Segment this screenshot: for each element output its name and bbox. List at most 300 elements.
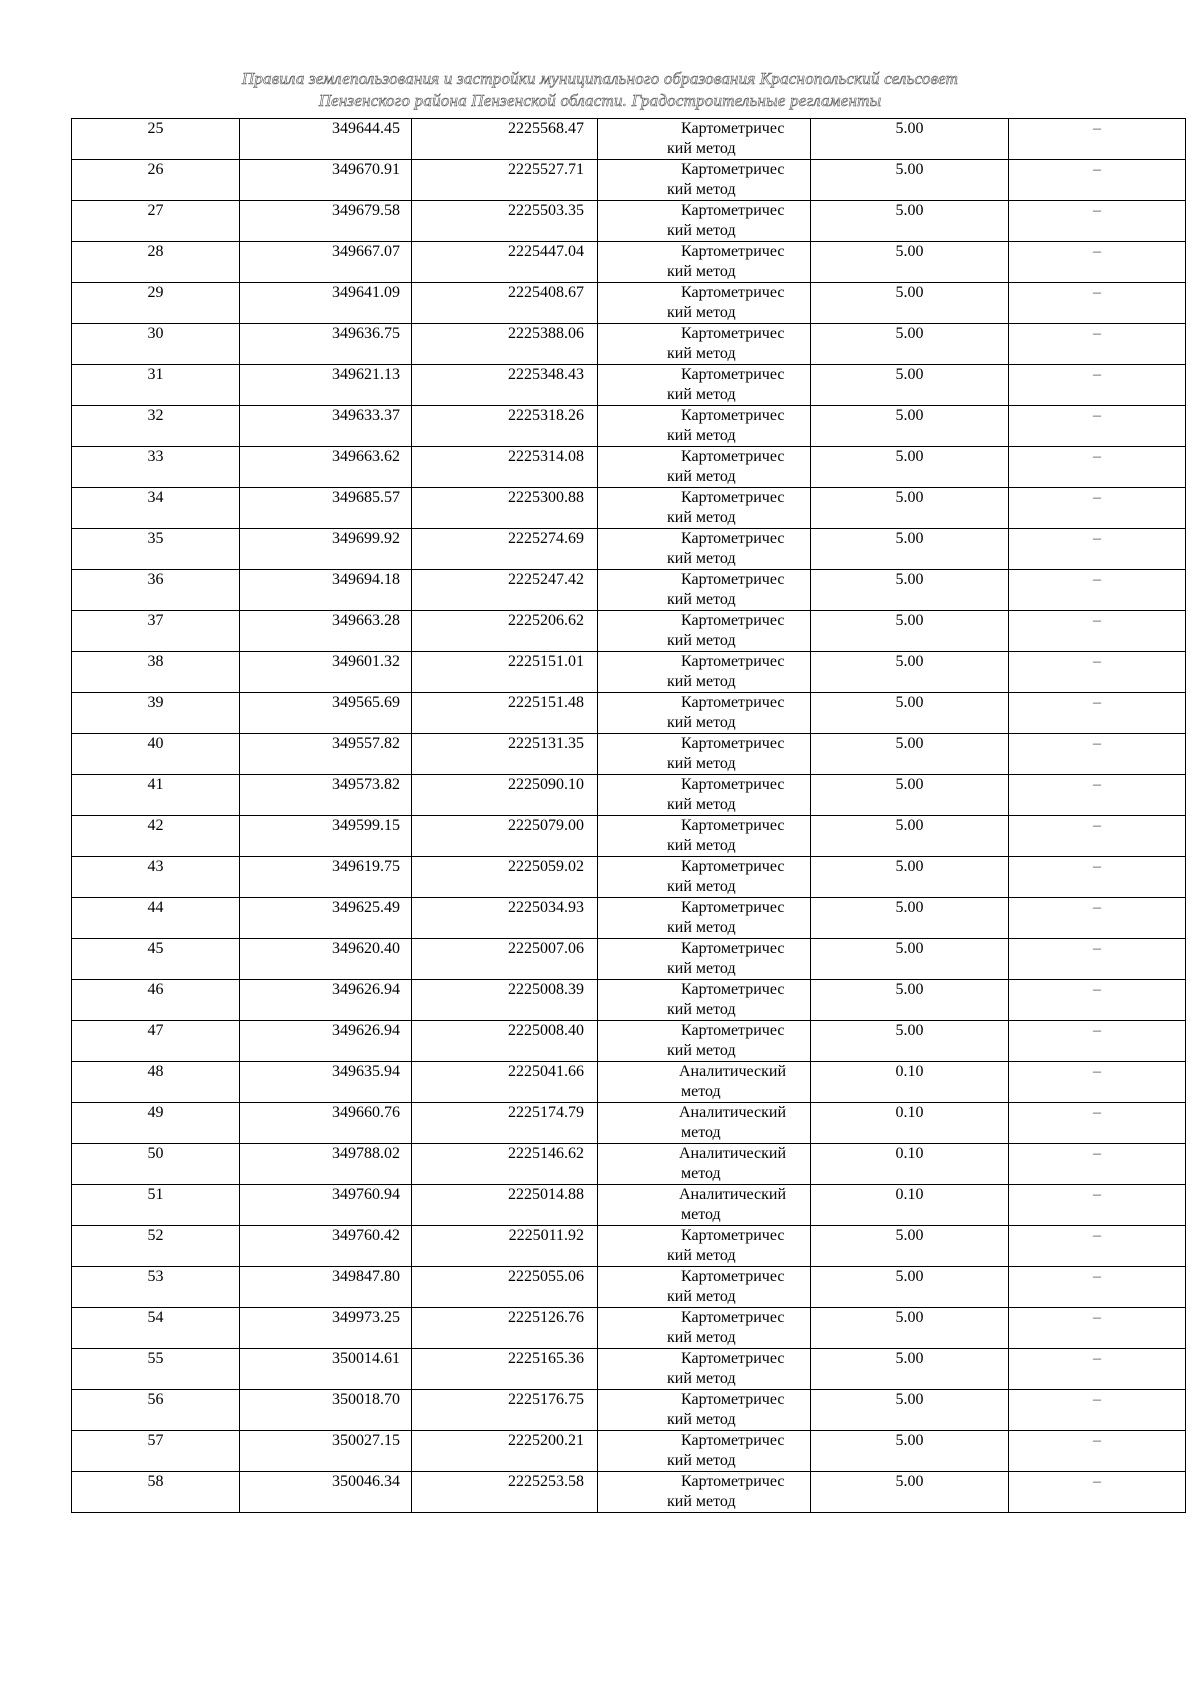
y-coordinate-cell: 2225503.35 bbox=[412, 201, 598, 242]
point-number-cell: 35 bbox=[72, 529, 240, 570]
precision-cell: 5.00 bbox=[811, 488, 1009, 529]
table-row bbox=[72, 1021, 1186, 1062]
point-number-cell: 56 bbox=[72, 1390, 240, 1431]
method-line-1: Картометричес bbox=[681, 571, 785, 588]
table-row bbox=[72, 283, 1186, 324]
precision-cell: 5.00 bbox=[811, 693, 1009, 734]
y-coordinate-cell: 2225527.71 bbox=[412, 160, 598, 201]
method-line-1: Картометричес bbox=[681, 1309, 785, 1326]
y-coordinate-cell: 2225059.02 bbox=[412, 857, 598, 898]
y-coordinate-cell: 2225079.00 bbox=[412, 816, 598, 857]
table-row bbox=[72, 611, 1186, 652]
method-line-2: метод bbox=[681, 1083, 721, 1100]
description-cell: – bbox=[1009, 1349, 1186, 1390]
table-row bbox=[72, 242, 1186, 283]
table-row bbox=[72, 980, 1186, 1021]
description-cell: – bbox=[1009, 1226, 1186, 1267]
point-number-cell: 57 bbox=[72, 1431, 240, 1472]
precision-cell: 0.10 bbox=[811, 1144, 1009, 1185]
method-cell bbox=[598, 283, 811, 324]
precision-cell: 5.00 bbox=[811, 775, 1009, 816]
method-line-1: Картометричес bbox=[681, 940, 785, 957]
y-coordinate-cell: 2225041.66 bbox=[412, 1062, 598, 1103]
method-line-1: Картометричес bbox=[681, 899, 785, 916]
method-line-2: кий метод bbox=[667, 1370, 736, 1387]
point-number-cell: 55 bbox=[72, 1349, 240, 1390]
x-coordinate-cell: 349635.94 bbox=[240, 1062, 412, 1103]
method-line-1: Картометричес bbox=[681, 120, 785, 137]
precision-cell: 5.00 bbox=[811, 816, 1009, 857]
point-number-cell: 50 bbox=[72, 1144, 240, 1185]
description-cell: – bbox=[1009, 693, 1186, 734]
method-line-1: Картометричес bbox=[681, 1268, 785, 1285]
y-coordinate-cell: 2225318.26 bbox=[412, 406, 598, 447]
method-line-1: Аналитический bbox=[679, 1104, 787, 1121]
x-coordinate-cell: 349636.75 bbox=[240, 324, 412, 365]
precision-cell: 5.00 bbox=[811, 529, 1009, 570]
description-cell: – bbox=[1009, 119, 1186, 160]
y-coordinate-cell: 2225151.48 bbox=[412, 693, 598, 734]
description-cell: – bbox=[1009, 1472, 1186, 1513]
method-line-2: кий метод bbox=[667, 140, 736, 157]
table-row bbox=[72, 857, 1186, 898]
precision-cell: 5.00 bbox=[811, 980, 1009, 1021]
y-coordinate-cell: 2225176.75 bbox=[412, 1390, 598, 1431]
table-row bbox=[72, 1431, 1186, 1472]
y-coordinate-cell: 2225568.47 bbox=[412, 119, 598, 160]
point-number-cell: 33 bbox=[72, 447, 240, 488]
method-line-2: кий метод bbox=[667, 1042, 736, 1059]
method-cell bbox=[598, 1349, 811, 1390]
method-line-2: кий метод bbox=[667, 345, 736, 362]
method-line-1: Картометричес bbox=[681, 612, 785, 629]
method-line-2: кий метод bbox=[667, 837, 736, 854]
method-cell bbox=[598, 406, 811, 447]
point-number-cell: 27 bbox=[72, 201, 240, 242]
method-cell bbox=[598, 324, 811, 365]
x-coordinate-cell: 349557.82 bbox=[240, 734, 412, 775]
method-line-2: кий метод bbox=[667, 1452, 736, 1469]
method-cell bbox=[598, 529, 811, 570]
x-coordinate-cell: 349685.57 bbox=[240, 488, 412, 529]
precision-cell: 5.00 bbox=[811, 324, 1009, 365]
precision-cell: 5.00 bbox=[811, 1226, 1009, 1267]
method-line-2: кий метод bbox=[667, 509, 736, 526]
y-coordinate-cell: 2225388.06 bbox=[412, 324, 598, 365]
method-line-1: Картометричес bbox=[681, 407, 785, 424]
point-number-cell: 41 bbox=[72, 775, 240, 816]
precision-cell: 0.10 bbox=[811, 1062, 1009, 1103]
precision-cell: 5.00 bbox=[811, 734, 1009, 775]
x-coordinate-cell: 349621.13 bbox=[240, 365, 412, 406]
description-cell: – bbox=[1009, 611, 1186, 652]
x-coordinate-cell: 349760.42 bbox=[240, 1226, 412, 1267]
description-cell: – bbox=[1009, 488, 1186, 529]
method-line-1: Аналитический bbox=[679, 1145, 787, 1162]
method-line-2: кий метод bbox=[667, 878, 736, 895]
header-line-1: Правила землепользования и застройки муниципального образования Краснопольский сельсовет bbox=[241, 69, 959, 88]
method-line-2: кий метод bbox=[667, 755, 736, 772]
method-line-1: Картометричес bbox=[681, 735, 785, 752]
header-line-2: Пензенского района Пензенской области. Градостроительные регламенты bbox=[318, 91, 882, 110]
method-cell bbox=[598, 1472, 811, 1513]
point-number-cell: 38 bbox=[72, 652, 240, 693]
point-number-cell: 43 bbox=[72, 857, 240, 898]
description-cell: – bbox=[1009, 201, 1186, 242]
x-coordinate-cell: 349641.09 bbox=[240, 283, 412, 324]
x-coordinate-cell: 349663.62 bbox=[240, 447, 412, 488]
method-line-2: метод bbox=[681, 1124, 721, 1141]
table-row bbox=[72, 406, 1186, 447]
point-number-cell: 37 bbox=[72, 611, 240, 652]
y-coordinate-cell: 2225447.04 bbox=[412, 242, 598, 283]
method-line-2: кий метод bbox=[667, 591, 736, 608]
x-coordinate-cell: 349619.75 bbox=[240, 857, 412, 898]
method-line-2: кий метод bbox=[667, 1288, 736, 1305]
table-row bbox=[72, 324, 1186, 365]
precision-cell: 5.00 bbox=[811, 939, 1009, 980]
precision-cell: 5.00 bbox=[811, 406, 1009, 447]
table-row bbox=[72, 201, 1186, 242]
method-line-2: кий метод bbox=[667, 1411, 736, 1428]
method-line-1: Картометричес bbox=[681, 325, 785, 342]
table-row bbox=[72, 1185, 1186, 1226]
method-line-2: кий метод bbox=[667, 960, 736, 977]
method-line-1: Аналитический bbox=[679, 1186, 787, 1203]
method-line-1: Картометричес bbox=[681, 284, 785, 301]
page-header bbox=[0, 68, 1200, 112]
table-row bbox=[72, 693, 1186, 734]
method-cell bbox=[598, 1308, 811, 1349]
method-cell bbox=[598, 1062, 811, 1103]
method-cell bbox=[598, 1226, 811, 1267]
x-coordinate-cell: 349847.80 bbox=[240, 1267, 412, 1308]
description-cell: – bbox=[1009, 939, 1186, 980]
table-row bbox=[72, 488, 1186, 529]
precision-cell: 5.00 bbox=[811, 1308, 1009, 1349]
description-cell: – bbox=[1009, 652, 1186, 693]
point-number-cell: 54 bbox=[72, 1308, 240, 1349]
description-cell: – bbox=[1009, 447, 1186, 488]
point-number-cell: 32 bbox=[72, 406, 240, 447]
x-coordinate-cell: 349565.69 bbox=[240, 693, 412, 734]
method-line-1: Картометричес bbox=[681, 858, 785, 875]
method-cell bbox=[598, 857, 811, 898]
method-cell bbox=[598, 816, 811, 857]
y-coordinate-cell: 2225165.36 bbox=[412, 1349, 598, 1390]
method-line-1: Картометричес bbox=[681, 202, 785, 219]
y-coordinate-cell: 2225274.69 bbox=[412, 529, 598, 570]
method-cell bbox=[598, 1185, 811, 1226]
precision-cell: 5.00 bbox=[811, 898, 1009, 939]
x-coordinate-cell: 349620.40 bbox=[240, 939, 412, 980]
coordinates-table-body bbox=[72, 119, 1186, 1513]
description-cell: – bbox=[1009, 324, 1186, 365]
method-line-1: Картометричес bbox=[681, 981, 785, 998]
method-line-2: кий метод bbox=[667, 386, 736, 403]
description-cell: – bbox=[1009, 898, 1186, 939]
method-cell bbox=[598, 1144, 811, 1185]
table-row bbox=[72, 1062, 1186, 1103]
x-coordinate-cell: 349626.94 bbox=[240, 980, 412, 1021]
point-number-cell: 29 bbox=[72, 283, 240, 324]
y-coordinate-cell: 2225146.62 bbox=[412, 1144, 598, 1185]
y-coordinate-cell: 2225034.93 bbox=[412, 898, 598, 939]
table-row bbox=[72, 1308, 1186, 1349]
precision-cell: 5.00 bbox=[811, 652, 1009, 693]
point-number-cell: 40 bbox=[72, 734, 240, 775]
point-number-cell: 25 bbox=[72, 119, 240, 160]
method-line-1: Картометричес bbox=[681, 448, 785, 465]
method-line-1: Картометричес bbox=[681, 366, 785, 383]
method-line-2: кий метод bbox=[667, 222, 736, 239]
precision-cell: 5.00 bbox=[811, 1349, 1009, 1390]
y-coordinate-cell: 2225300.88 bbox=[412, 488, 598, 529]
description-cell: – bbox=[1009, 242, 1186, 283]
method-cell bbox=[598, 939, 811, 980]
x-coordinate-cell: 349599.15 bbox=[240, 816, 412, 857]
precision-cell: 5.00 bbox=[811, 611, 1009, 652]
method-line-2: кий метод bbox=[667, 263, 736, 280]
method-cell bbox=[598, 652, 811, 693]
table-row bbox=[72, 816, 1186, 857]
method-line-1: Картометричес bbox=[681, 1227, 785, 1244]
y-coordinate-cell: 2225126.76 bbox=[412, 1308, 598, 1349]
method-line-2: кий метод bbox=[667, 1329, 736, 1346]
x-coordinate-cell: 349973.25 bbox=[240, 1308, 412, 1349]
point-number-cell: 36 bbox=[72, 570, 240, 611]
description-cell: – bbox=[1009, 816, 1186, 857]
table-row bbox=[72, 1390, 1186, 1431]
method-line-2: кий метод bbox=[667, 427, 736, 444]
method-cell bbox=[598, 160, 811, 201]
method-line-2: кий метод bbox=[667, 304, 736, 321]
method-line-1: Картометричес bbox=[681, 817, 785, 834]
method-line-2: кий метод bbox=[667, 919, 736, 936]
description-cell: – bbox=[1009, 529, 1186, 570]
precision-cell: 5.00 bbox=[811, 160, 1009, 201]
y-coordinate-cell: 2225151.01 bbox=[412, 652, 598, 693]
x-coordinate-cell: 349601.32 bbox=[240, 652, 412, 693]
description-cell: – bbox=[1009, 1267, 1186, 1308]
description-cell: – bbox=[1009, 734, 1186, 775]
x-coordinate-cell: 349626.94 bbox=[240, 1021, 412, 1062]
x-coordinate-cell: 350018.70 bbox=[240, 1390, 412, 1431]
point-number-cell: 34 bbox=[72, 488, 240, 529]
point-number-cell: 53 bbox=[72, 1267, 240, 1308]
point-number-cell: 47 bbox=[72, 1021, 240, 1062]
table-row bbox=[72, 529, 1186, 570]
method-cell bbox=[598, 775, 811, 816]
description-cell: – bbox=[1009, 365, 1186, 406]
precision-cell: 5.00 bbox=[811, 365, 1009, 406]
y-coordinate-cell: 2225174.79 bbox=[412, 1103, 598, 1144]
point-number-cell: 39 bbox=[72, 693, 240, 734]
y-coordinate-cell: 2225008.39 bbox=[412, 980, 598, 1021]
x-coordinate-cell: 349633.37 bbox=[240, 406, 412, 447]
method-line-1: Картометричес bbox=[681, 1473, 785, 1490]
method-line-2: кий метод bbox=[667, 181, 736, 198]
method-cell bbox=[598, 119, 811, 160]
method-cell bbox=[598, 1103, 811, 1144]
table-row bbox=[72, 447, 1186, 488]
precision-cell: 5.00 bbox=[811, 857, 1009, 898]
table-row bbox=[72, 1349, 1186, 1390]
x-coordinate-cell: 349699.92 bbox=[240, 529, 412, 570]
table-row bbox=[72, 365, 1186, 406]
y-coordinate-cell: 2225408.67 bbox=[412, 283, 598, 324]
precision-cell: 5.00 bbox=[811, 1267, 1009, 1308]
point-number-cell: 51 bbox=[72, 1185, 240, 1226]
table-row bbox=[72, 652, 1186, 693]
method-line-2: кий метод bbox=[667, 714, 736, 731]
x-coordinate-cell: 349625.49 bbox=[240, 898, 412, 939]
precision-cell: 5.00 bbox=[811, 1472, 1009, 1513]
x-coordinate-cell: 349670.91 bbox=[240, 160, 412, 201]
method-line-1: Картометричес bbox=[681, 776, 785, 793]
precision-cell: 5.00 bbox=[811, 119, 1009, 160]
precision-cell: 0.10 bbox=[811, 1103, 1009, 1144]
method-cell bbox=[598, 1021, 811, 1062]
method-cell bbox=[598, 365, 811, 406]
table-row bbox=[72, 1472, 1186, 1513]
precision-cell: 5.00 bbox=[811, 283, 1009, 324]
description-cell: – bbox=[1009, 1390, 1186, 1431]
method-line-1: Картометричес bbox=[681, 1350, 785, 1367]
point-number-cell: 52 bbox=[72, 1226, 240, 1267]
y-coordinate-cell: 2225008.40 bbox=[412, 1021, 598, 1062]
method-line-1: Картометричес bbox=[681, 653, 785, 670]
point-number-cell: 46 bbox=[72, 980, 240, 1021]
description-cell: – bbox=[1009, 1021, 1186, 1062]
point-number-cell: 49 bbox=[72, 1103, 240, 1144]
table-row bbox=[72, 1103, 1186, 1144]
point-number-cell: 31 bbox=[72, 365, 240, 406]
method-line-1: Картометричес bbox=[681, 489, 785, 506]
x-coordinate-cell: 349660.76 bbox=[240, 1103, 412, 1144]
method-line-1: Картометричес bbox=[681, 1432, 785, 1449]
method-line-1: Картометричес bbox=[681, 530, 785, 547]
point-number-cell: 58 bbox=[72, 1472, 240, 1513]
point-number-cell: 44 bbox=[72, 898, 240, 939]
y-coordinate-cell: 2225090.10 bbox=[412, 775, 598, 816]
point-number-cell: 26 bbox=[72, 160, 240, 201]
method-line-1: Картометричес bbox=[681, 243, 785, 260]
table-row bbox=[72, 160, 1186, 201]
description-cell: – bbox=[1009, 570, 1186, 611]
y-coordinate-cell: 2225055.06 bbox=[412, 1267, 598, 1308]
coordinates-table bbox=[71, 118, 1186, 1513]
x-coordinate-cell: 349667.07 bbox=[240, 242, 412, 283]
precision-cell: 5.00 bbox=[811, 570, 1009, 611]
method-line-2: кий метод bbox=[667, 468, 736, 485]
y-coordinate-cell: 2225348.43 bbox=[412, 365, 598, 406]
y-coordinate-cell: 2225131.35 bbox=[412, 734, 598, 775]
description-cell: – bbox=[1009, 775, 1186, 816]
precision-cell: 0.10 bbox=[811, 1185, 1009, 1226]
x-coordinate-cell: 349679.58 bbox=[240, 201, 412, 242]
method-line-2: кий метод bbox=[667, 1001, 736, 1018]
point-number-cell: 42 bbox=[72, 816, 240, 857]
method-line-1: Картометричес bbox=[681, 1022, 785, 1039]
description-cell: – bbox=[1009, 160, 1186, 201]
method-line-1: Аналитический bbox=[679, 1063, 787, 1080]
method-cell bbox=[598, 611, 811, 652]
method-cell bbox=[598, 693, 811, 734]
method-cell bbox=[598, 201, 811, 242]
point-number-cell: 48 bbox=[72, 1062, 240, 1103]
y-coordinate-cell: 2225206.62 bbox=[412, 611, 598, 652]
method-cell bbox=[598, 734, 811, 775]
table-row bbox=[72, 898, 1186, 939]
description-cell: – bbox=[1009, 1062, 1186, 1103]
description-cell: – bbox=[1009, 980, 1186, 1021]
point-number-cell: 28 bbox=[72, 242, 240, 283]
description-cell: – bbox=[1009, 1103, 1186, 1144]
table-row bbox=[72, 939, 1186, 980]
method-cell bbox=[598, 242, 811, 283]
y-coordinate-cell: 2225314.08 bbox=[412, 447, 598, 488]
x-coordinate-cell: 349760.94 bbox=[240, 1185, 412, 1226]
y-coordinate-cell: 2225253.58 bbox=[412, 1472, 598, 1513]
x-coordinate-cell: 349663.28 bbox=[240, 611, 412, 652]
description-cell: – bbox=[1009, 1431, 1186, 1472]
method-line-2: кий метод bbox=[667, 796, 736, 813]
x-coordinate-cell: 349573.82 bbox=[240, 775, 412, 816]
method-line-2: метод bbox=[681, 1165, 721, 1182]
description-cell: – bbox=[1009, 1144, 1186, 1185]
method-cell bbox=[598, 1431, 811, 1472]
description-cell: – bbox=[1009, 1185, 1186, 1226]
x-coordinate-cell: 349694.18 bbox=[240, 570, 412, 611]
method-line-1: Картометричес bbox=[681, 161, 785, 178]
method-cell bbox=[598, 1390, 811, 1431]
y-coordinate-cell: 2225011.92 bbox=[412, 1226, 598, 1267]
method-line-1: Картометричес bbox=[681, 694, 785, 711]
description-cell: – bbox=[1009, 406, 1186, 447]
table-row bbox=[72, 775, 1186, 816]
method-line-2: кий метод bbox=[667, 1247, 736, 1264]
x-coordinate-cell: 350014.61 bbox=[240, 1349, 412, 1390]
y-coordinate-cell: 2225014.88 bbox=[412, 1185, 598, 1226]
precision-cell: 5.00 bbox=[811, 201, 1009, 242]
point-number-cell: 30 bbox=[72, 324, 240, 365]
method-cell bbox=[598, 898, 811, 939]
method-line-2: кий метод bbox=[667, 550, 736, 567]
x-coordinate-cell: 349788.02 bbox=[240, 1144, 412, 1185]
method-line-2: кий метод bbox=[667, 632, 736, 649]
point-number-cell: 45 bbox=[72, 939, 240, 980]
description-cell: – bbox=[1009, 857, 1186, 898]
method-cell bbox=[598, 1267, 811, 1308]
table-row bbox=[72, 734, 1186, 775]
table-row bbox=[72, 119, 1186, 160]
method-cell bbox=[598, 570, 811, 611]
method-line-2: метод bbox=[681, 1206, 721, 1223]
precision-cell: 5.00 bbox=[811, 1021, 1009, 1062]
method-cell bbox=[598, 980, 811, 1021]
precision-cell: 5.00 bbox=[811, 242, 1009, 283]
y-coordinate-cell: 2225247.42 bbox=[412, 570, 598, 611]
table-row bbox=[72, 1226, 1186, 1267]
y-coordinate-cell: 2225200.21 bbox=[412, 1431, 598, 1472]
table-row bbox=[72, 570, 1186, 611]
description-cell: – bbox=[1009, 283, 1186, 324]
table-row bbox=[72, 1267, 1186, 1308]
method-line-2: кий метод bbox=[667, 1493, 736, 1510]
table-row bbox=[72, 1144, 1186, 1185]
precision-cell: 5.00 bbox=[811, 447, 1009, 488]
